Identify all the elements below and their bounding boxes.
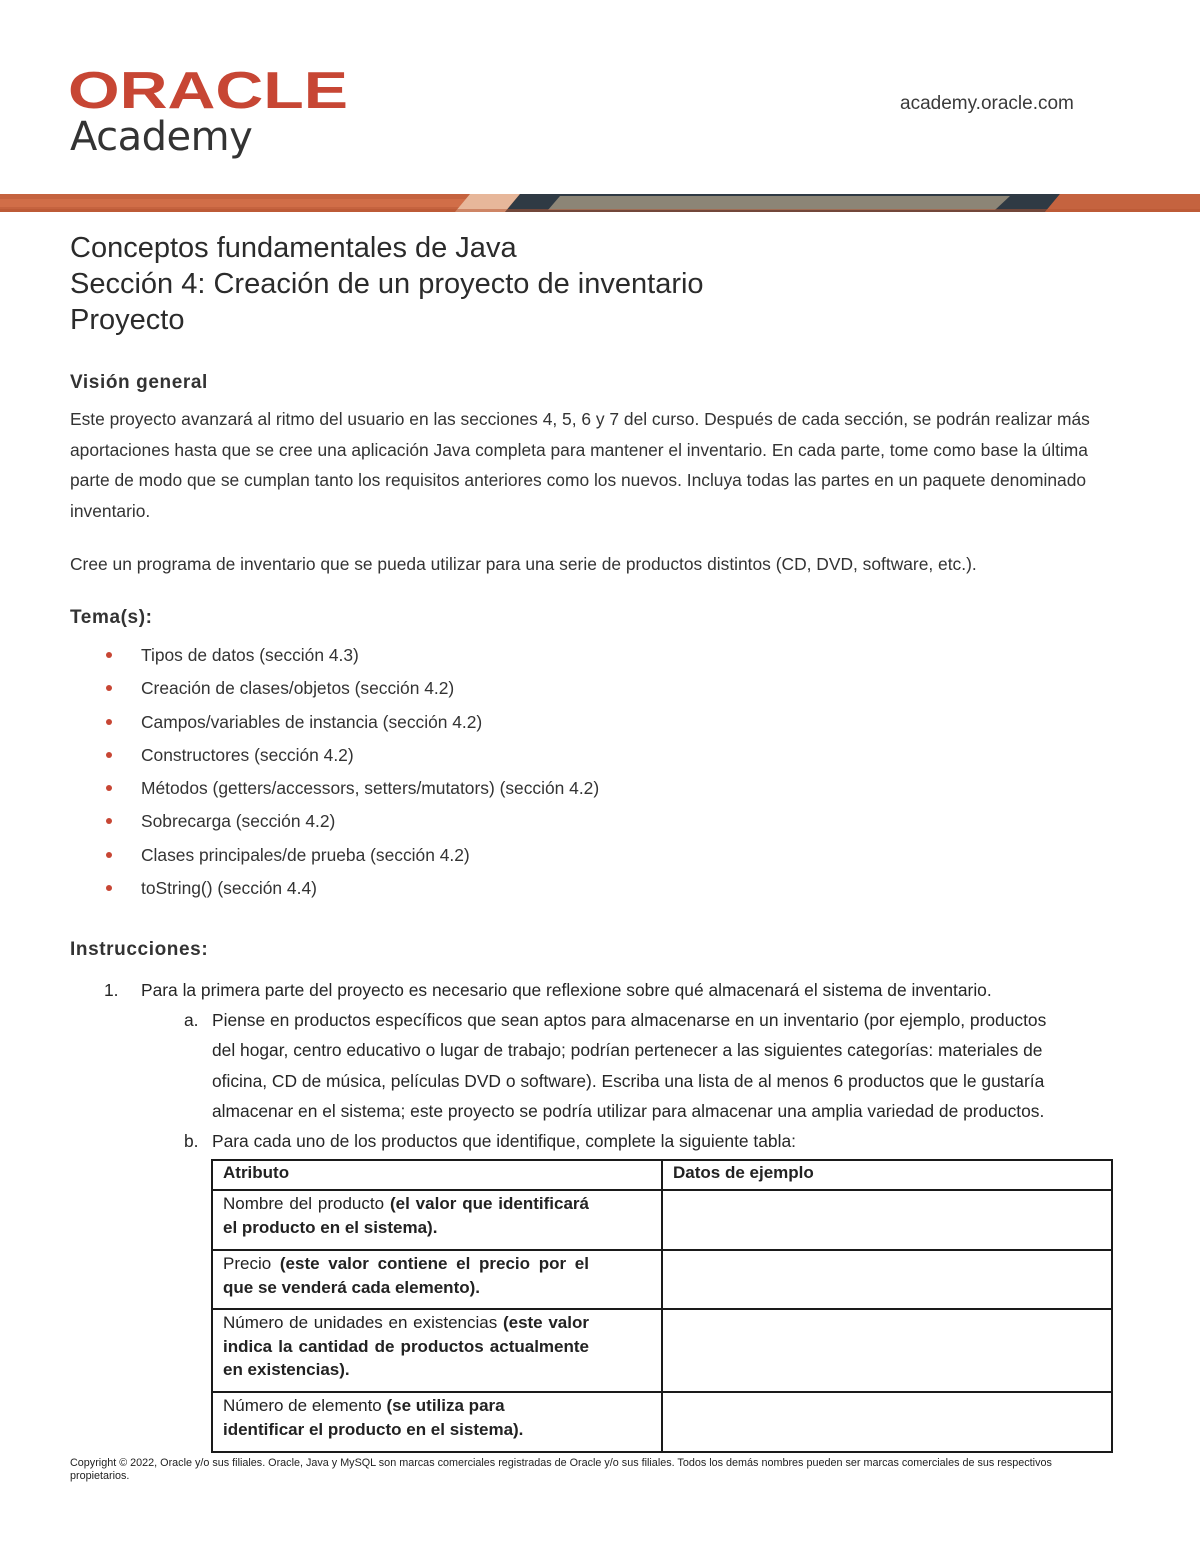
overview-paragraph-2: Cree un programa de inventario que se pueda utilizar para una serie de productos distintos (CD, DVD, software, etc.). xyxy=(70,554,977,574)
table-cell[interactable] xyxy=(662,1190,1112,1250)
bullet-icon xyxy=(106,752,112,758)
bullet-icon xyxy=(106,685,112,691)
attribute-table xyxy=(211,1159,1113,1453)
document-title xyxy=(70,230,704,338)
table-row xyxy=(212,1392,1112,1452)
topics-list xyxy=(102,640,599,906)
column-header: Atributo xyxy=(212,1160,662,1190)
oracle-logo xyxy=(68,64,350,116)
table-row xyxy=(212,1309,1112,1392)
overview-paragraph: Este proyecto avanzará al ritmo del usuario en las secciones 4, 5, 6 y 7 del curso. Después de cada sección, se podrán realizar más aportaciones hasta que se cree una aplicación Java completa para mantener el inventario. En cada parte, tome como base la última parte de modo que se cumplan tanto los requisitos anteriores como los nuevos. Incluya todas las partes en un paquete denominado inventario. xyxy=(70,409,1090,521)
table-cell[interactable] xyxy=(662,1392,1112,1452)
decorative-banner xyxy=(0,194,1200,212)
copyright-notice: Copyright © 2022, Oracle y/o sus filiales. Oracle, Java y MySQL son marcas comerciales registradas de Oracle y/o sus filiales. Todos los demás nombres pueden ser marcas comerciales de sus respectivos propietarios. xyxy=(70,1457,1052,1482)
table-row xyxy=(212,1190,1112,1250)
oracle-logo-text: ORACLE xyxy=(68,64,348,116)
academy-logo-text: Academy xyxy=(70,114,253,160)
table-cell: Número de unidades en existencias (este valor indica la cantidad de productos actualmente en existencias). xyxy=(212,1309,662,1392)
instructions-heading: Instrucciones: xyxy=(70,939,209,960)
title-section: Sección 4: Creación de un proyecto de inventario xyxy=(70,268,704,300)
bullet-icon xyxy=(106,785,112,791)
table-cell: Número de elemento (se utiliza para identificar el producto en el sistema). xyxy=(212,1392,662,1452)
table-cell[interactable] xyxy=(662,1309,1112,1392)
bullet-icon xyxy=(106,818,112,824)
bullet-icon xyxy=(106,885,112,891)
site-url: academy.oracle.com xyxy=(900,93,1074,114)
step-text: Para la primera parte del proyecto es necesario que reflexione sobre qué almacenará el sistema de inventario. xyxy=(141,980,992,1000)
list-item: Sobrecarga (sección 4.2) xyxy=(102,806,599,839)
topics-heading: Tema(s): xyxy=(70,607,153,628)
bullet-icon xyxy=(106,719,112,725)
list-item: Campos/variables de instancia (sección 4.2) xyxy=(102,707,599,740)
step-number: 1. xyxy=(104,980,119,1000)
list-item: Constructores (sección 4.2) xyxy=(102,740,599,773)
bullet-icon xyxy=(106,852,112,858)
list-item: Clases principales/de prueba (sección 4.2) xyxy=(102,840,599,873)
bullet-icon xyxy=(106,652,112,658)
list-item: toString() (sección 4.4) xyxy=(102,873,599,906)
title-course: Conceptos fundamentales de Java xyxy=(70,232,517,264)
substep-letter: b. xyxy=(184,1131,199,1151)
title-type: Proyecto xyxy=(70,304,185,336)
substep-text: Para cada uno de los productos que identifique, complete la siguiente tabla: xyxy=(212,1131,796,1151)
table-cell: Precio (este valor contiene el precio por el que se venderá cada elemento). xyxy=(212,1250,662,1309)
list-item: Métodos (getters/accessors, setters/mutators) (sección 4.2) xyxy=(102,773,599,806)
overview-heading: Visión general xyxy=(70,372,208,393)
column-header: Datos de ejemplo xyxy=(662,1160,1112,1190)
list-item: Tipos de datos (sección 4.3) xyxy=(102,640,599,673)
table-cell: Nombre del producto (el valor que identificará el producto en el sistema). xyxy=(212,1190,662,1250)
substep-text: Piense en productos específicos que sean aptos para almacenarse en un inventario (por ejemplo, productos del hogar, centro educativo o lugar de trabajo; podrían pertenecer a las siguientes categorías: materiales de oficina, CD de música, películas DVD o software). Escriba una lista de al menos 6 productos que le gustaría almacenar en el sistema; este proyecto se podría utilizar para almacenar una amplia variedad de productos. xyxy=(212,1010,1047,1121)
table-header-row xyxy=(212,1160,1112,1190)
substep-letter: a. xyxy=(184,1010,199,1030)
table-cell[interactable] xyxy=(662,1250,1112,1309)
table-row xyxy=(212,1250,1112,1309)
list-item: Creación de clases/objetos (sección 4.2) xyxy=(102,673,599,706)
